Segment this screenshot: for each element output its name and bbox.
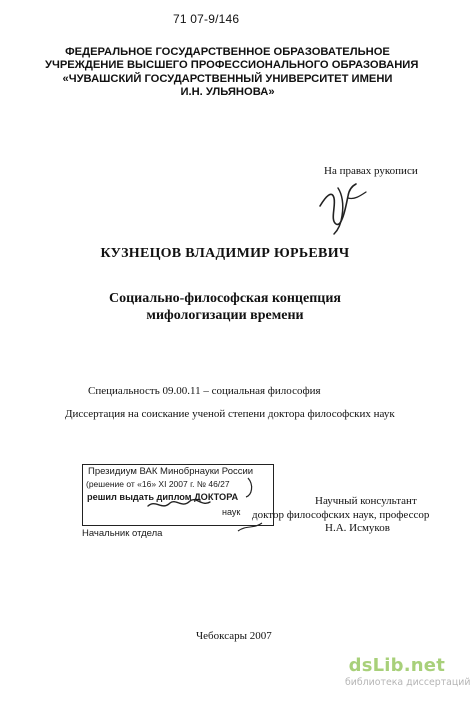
specialty-line: Специальность 09.00.11 – социальная философия [88,385,321,397]
handwritten-signature [312,176,370,236]
title-line: мифологизации времени [146,308,304,323]
vak-stamp [78,463,277,542]
watermark-logo: dsLib.net [348,655,445,676]
consultant-role: Научный консультант [315,495,417,507]
stamp-heading: Президиум ВАК Минобрнауки России [88,466,254,477]
watermark-subtitle: библиотека диссертаций [345,677,470,688]
institution-line: УЧРЕЖДЕНИЕ ВЫСШЕГО ПРОФЕССИОНАЛЬНОГО ОБРАЗОВАНИЯ [45,59,419,72]
stamp-decision: (решение от «16» XI 2007 г. № 46/27 [86,479,230,489]
stamp-department-head: Начальник отдела [82,528,163,539]
stamp-science-field: наук [222,507,241,517]
manuscript-rights-label: На правах рукописи [324,165,418,177]
institution-line: «ЧУВАШСКИЙ ГОСУДАРСТВЕННЫЙ УНИВЕРСИТЕТ ИМЕНИ [62,72,393,85]
title-line: Социально-философская концепция [108,291,341,306]
stamp-handwriting [78,463,277,542]
institution-line: И.Н. УЛЬЯНОВА» [180,86,275,99]
scientific-consultant [252,495,462,536]
author-name: КУЗНЕЦОВ ВЛАДИМИР ЮРЬЕВИЧ [100,246,350,261]
dissertation-title [40,290,410,324]
city-year: Чебоксары 2007 [196,630,272,642]
institution-line: ФЕДЕРАЛЬНОЕ ГОСУДАРСТВЕННОЕ ОБРАЗОВАТЕЛЬНОЕ [65,46,390,58]
stamp-award: решил выдать диплом ДОКТОРА [87,492,239,502]
consultant-degree: доктор философских наук, профессор [252,508,430,521]
watermark [345,655,470,688]
institution-name [45,46,419,100]
degree-line: Диссертация на соискание ученой степени доктора философских наук [65,408,395,420]
consultant-name: Н.А. Исмуков [325,522,390,534]
catalog-number: 71 07-9/146 [173,12,240,26]
